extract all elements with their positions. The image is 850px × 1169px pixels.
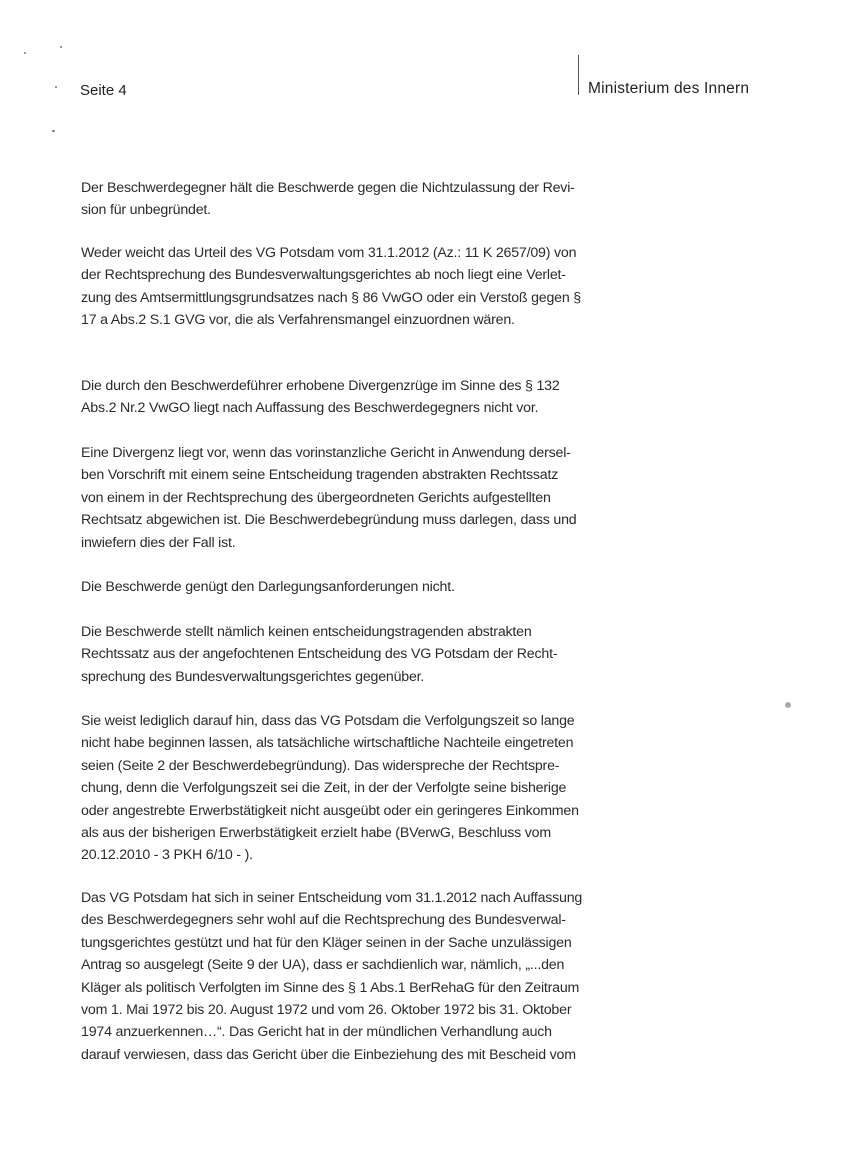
text-line: inwiefern dies der Fall ist.	[81, 534, 236, 551]
text-line: chung, denn die Verfolgungszeit sei die Zeit, in der der Verfolgte seine bisherige	[81, 780, 567, 797]
text-line: Die Beschwerde genügt den Darlegungsanforderungen nicht.	[81, 579, 455, 595]
text-line: ben Vorschrift mit einem seine Entscheidung tragenden abstrakten Rechtssatz	[81, 467, 559, 484]
text-line: Abs.2 Nr.2 VwGO liegt nach Auffassung des Beschwerdegegners nicht vor.	[81, 400, 539, 417]
text-line: zung des Amtsermittlungsgrundsatzes nach § 86 VwGO oder ein Verstoß gegen §	[81, 289, 581, 306]
text-line: Rechtssatz aus der angefochtenen Entscheidung des VG Potsdam der Recht-	[81, 646, 558, 663]
text-line: tungsgerichtes gestützt und hat für den Kläger seinen in der Sache unzulässigen	[81, 934, 572, 951]
text-line: Die durch den Beschwerdeführer erhobene Divergenzrüge im Sinne des § 132	[81, 378, 560, 394]
text-line: als aus der bisherigen Erwerbstätigkeit erzielt habe (BVerwG, Beschluss vom	[81, 825, 551, 842]
text-line: darauf verwiesen, dass das Gericht über die Einbeziehung des mit Bescheid vom	[81, 1046, 576, 1063]
text-line: Das VG Potsdam hat sich in seiner Entscheidung vom 31.1.2012 nach Auffassung	[81, 890, 583, 906]
scan-speck	[52, 130, 55, 132]
text-line: oder angestrebte Erwerbstätigkeit nicht ausgeübt oder ein geringeres Einkommen	[81, 802, 579, 819]
page-number: Seite 4	[80, 82, 127, 99]
paragraph-3	[81, 375, 601, 420]
text-line: 17 a Abs.2 S.1 GVG vor, die als Verfahrensmangel einzuordnen wären.	[81, 312, 515, 329]
paragraph-4	[81, 442, 601, 554]
text-line: sprechung des Bundesverwaltungsgerichtes gegenüber.	[81, 668, 425, 685]
text-line: Eine Divergenz liegt vor, wenn das vorinstanzliche Gericht in Anwendung dersel-	[81, 445, 571, 461]
text-line: Weder weicht das Urteil des VG Potsdam vom 31.1.2012 (Az.: 11 K 2657/09) von	[81, 245, 577, 261]
paragraph-7	[81, 710, 601, 867]
ministry-name: Ministerium des Innern	[588, 80, 750, 97]
scan-speck	[785, 702, 791, 708]
text-line: Kläger als politisch Verfolgten im Sinne des § 1 Abs.1 BerRehaG für den Zeitraum	[81, 979, 580, 996]
text-line: 20.12.2010 - 3 PKH 6/10 - ).	[81, 847, 253, 864]
paragraph-6	[81, 621, 601, 688]
text-line: Der Beschwerdegegner hält die Beschwerde gegen die Nichtzulassung der Revi-	[81, 180, 575, 196]
header-divider	[578, 55, 579, 95]
paragraph-8	[81, 887, 601, 1066]
text-line: Sie weist lediglich darauf hin, dass das VG Potsdam die Verfolgungszeit so lange	[81, 713, 575, 729]
scan-speck	[55, 86, 57, 88]
text-line: des Beschwerdegegners sehr wohl auf die Rechtsprechung des Bundesverwal-	[81, 912, 566, 929]
text-line: vom 1. Mai 1972 bis 20. August 1972 und vom 26. Oktober 1972 bis 31. Oktober	[81, 1002, 572, 1019]
text-line: 1974 anzuerkennen…“. Das Gericht hat in der mündlichen Verhandlung auch	[81, 1024, 552, 1041]
paragraph-2	[81, 242, 601, 332]
paragraph-5	[81, 576, 601, 598]
text-line: seien (Seite 2 der Beschwerdebegründung). Das widerspreche der Rechtspre-	[81, 757, 560, 774]
text-line: der Rechtsprechung des Bundesverwaltungsgerichtes ab noch liegt eine Verlet-	[81, 267, 566, 284]
text-line: Die Beschwerde stellt nämlich keinen entscheidungstragenden abstrakten	[81, 624, 532, 640]
text-line: Antrag so ausgelegt (Seite 9 der UA), dass er sachdienlich war, nämlich, „...den	[81, 957, 565, 974]
scan-speck	[60, 46, 62, 48]
paragraph-1	[81, 177, 601, 222]
text-line: von einem in der Rechtsprechung des übergeordneten Gerichts aufgestellten	[81, 489, 551, 506]
text-line: nicht habe beginnen lassen, als tatsächliche wirtschaftliche Nachteile eingetreten	[81, 735, 574, 752]
scan-speck	[24, 52, 26, 54]
text-line: Rechtsatz abgewichen ist. Die Beschwerdebegründung muss darlegen, dass und	[81, 512, 577, 529]
text-line: sion für unbegründet.	[81, 202, 211, 219]
